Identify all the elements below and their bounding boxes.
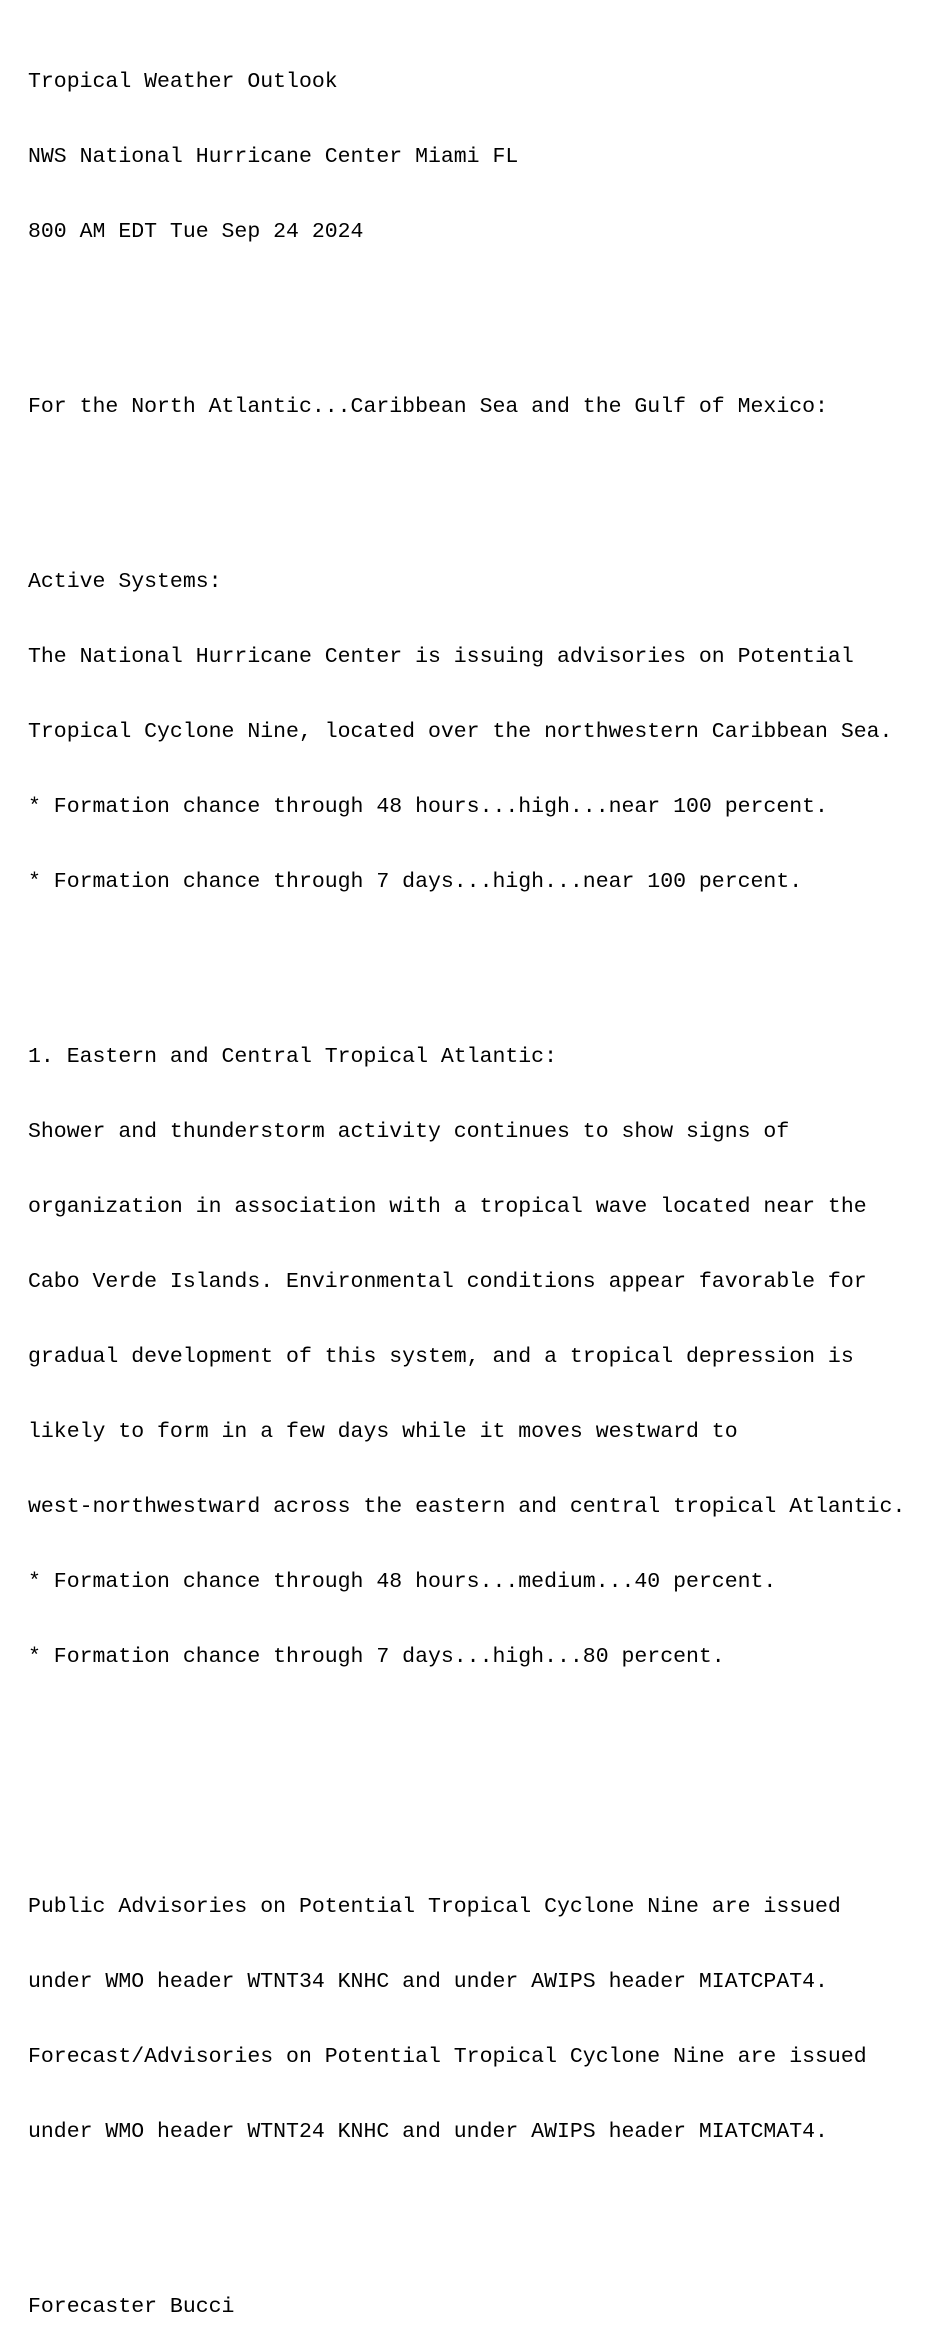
system-1-text-line: organization in association with a tropical wave located near the <box>28 1195 867 1219</box>
issuing-office: NWS National Hurricane Center Miami FL <box>28 145 519 169</box>
active-systems-text-line: The National Hurricane Center is issuing advisories on Potential <box>28 645 854 669</box>
system-1-text-line: likely to form in a few days while it moves westward to <box>28 1420 738 1444</box>
scope-statement: For the North Atlantic...Caribbean Sea and the Gulf of Mexico: <box>28 395 828 419</box>
system-1-chance-7d: * Formation chance through 7 days...high...80 percent. <box>28 1645 725 1669</box>
system-1-text-line: gradual development of this system, and a tropical depression is <box>28 1345 854 1369</box>
system-1-text-line: Shower and thunderstorm activity continues to show signs of <box>28 1120 790 1144</box>
spacer <box>28 2195 928 2220</box>
spacer <box>28 1720 928 1745</box>
advisory-line: under WMO header WTNT24 KNHC and under AWIPS header MIATCMAT4. <box>28 2120 828 2144</box>
system-1-text-line: Cabo Verde Islands. Environmental conditions appear favorable for <box>28 1270 867 1294</box>
advisory-line: Forecast/Advisories on Potential Tropical Cyclone Nine are issued <box>28 2045 867 2069</box>
advisory-line: under WMO header WTNT34 KNHC and under AWIPS header MIATCPAT4. <box>28 1970 828 1994</box>
tropical-weather-outlook-document <box>28 20 928 2345</box>
forecaster-signature: Forecaster Bucci <box>28 2295 235 2319</box>
spacer <box>28 945 928 970</box>
active-systems-chance-7d: * Formation chance through 7 days...high...near 100 percent. <box>28 870 803 894</box>
system-1-chance-48h: * Formation chance through 48 hours...medium...40 percent. <box>28 1570 777 1594</box>
advisory-line: Public Advisories on Potential Tropical Cyclone Nine are issued <box>28 1895 841 1919</box>
spacer <box>28 470 928 495</box>
system-1-text-line: west-northwestward across the eastern and central tropical Atlantic. <box>28 1495 906 1519</box>
document-title: Tropical Weather Outlook <box>28 70 338 94</box>
active-systems-heading: Active Systems: <box>28 570 222 594</box>
active-systems-text-line: Tropical Cyclone Nine, located over the northwestern Caribbean Sea. <box>28 720 893 744</box>
spacer <box>28 295 928 320</box>
system-1-heading: 1. Eastern and Central Tropical Atlantic: <box>28 1045 557 1069</box>
active-systems-chance-48h: * Formation chance through 48 hours...high...near 100 percent. <box>28 795 828 819</box>
issue-time: 800 AM EDT Tue Sep 24 2024 <box>28 220 364 244</box>
spacer <box>28 1795 928 1820</box>
